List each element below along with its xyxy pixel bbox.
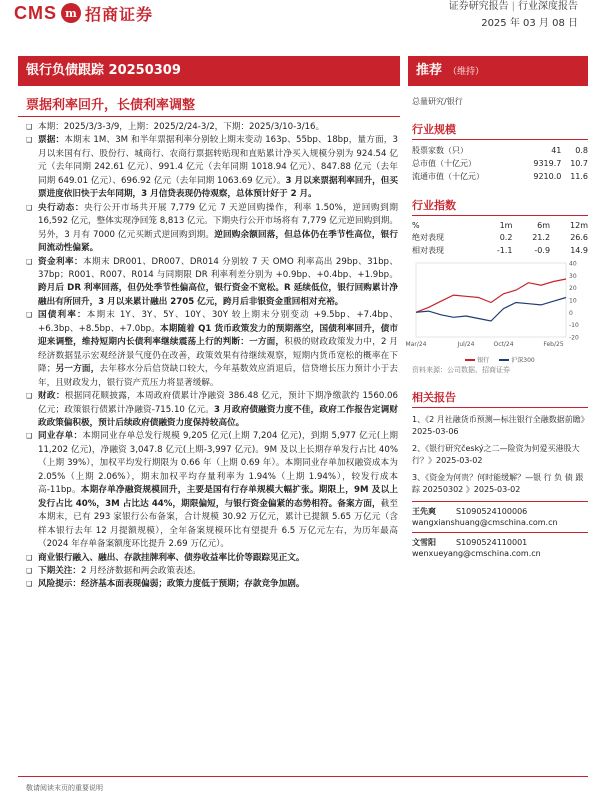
report-meta: 证券研究报告 | 行业深度报告 2025 年 03 月 08 日 (448, 1, 578, 29)
text-segment: 本期同业存单总发行规模 9,205 亿元(上期 7,204 亿元)，到期 5,977 亿元(上期 11,202 亿元)，净融资 3,047.8 亿元(上期-3,997 亿元)。9M 及以上长期存单发行占比 40%（上期 39%），加权平均发行期限为 0.66 年（上期 0.69 年）。本期同业存单加权融资成本为 2.05%（上期 2.06%），期末加权平均存量利率为 1.94%（上期 1.94%），较发行成本高-11bp。 (38, 431, 398, 496)
paragraph-text (38, 134, 398, 201)
sidebar (405, 90, 588, 559)
y-tick-label: 20 (569, 285, 577, 293)
scale-label: 总市值（十亿元） (412, 159, 476, 168)
chart-source: 资料来源：公司数据、招商证券 (412, 366, 510, 374)
x-tick-label: Jul/24 (457, 341, 475, 348)
rating-label: 推荐 (416, 63, 443, 78)
section-title-related: 相关报告 (412, 389, 588, 408)
analyst-cert: S1090524110001 (456, 538, 528, 547)
summary-paragraph (26, 430, 398, 551)
text-segment: 同业存单： (38, 431, 83, 442)
related-report-link[interactable]: 1、《2 月社融货币预测—标注银行全融数据前瞻》2025-03-06 (412, 415, 585, 436)
x-tick-label: Feb/25 (543, 341, 564, 348)
rating-sub: （维持） (448, 67, 485, 77)
bullet-icon: ❑ (26, 392, 33, 401)
text-segment: 2 月经济数据和两会政策表述。 (80, 565, 201, 576)
scale-table (412, 144, 588, 183)
plot-frame (416, 263, 566, 337)
scale-row (412, 170, 588, 183)
analyst-email[interactable]: wangxianshuang@cmschina.com.cn (412, 518, 558, 527)
subtitle-divider (18, 116, 400, 117)
related-reports-list (412, 414, 588, 495)
index-value: 26.6 (570, 233, 588, 242)
index-value: -0.9 (534, 246, 551, 255)
index-value: 14.9 (570, 246, 588, 255)
index-row (412, 231, 588, 244)
bullet-icon: ❑ (26, 553, 33, 562)
scale-value: 9319.7 (533, 159, 562, 168)
paragraph-text (38, 430, 398, 551)
scale-row (412, 157, 588, 170)
paragraph-text (38, 565, 398, 578)
text-segment: 积极的财政政策发力中，2 月经济数据显示宏观经济景气度仍在改善，政策效果有待继续观察，短期内货币宽松的概率在下降； (38, 337, 398, 375)
bullet-icon: ❑ (26, 432, 33, 441)
related-report-link[interactable]: 3、《资金为何贵？何时能缓解？—银 行 负 债 跟 踪 20250302 》2025-03-02 (412, 473, 584, 494)
summary-paragraph (26, 565, 398, 578)
scale-row (412, 144, 588, 157)
text-segment: 本期：2025/3/3-3/9，上期：2025/2/24-3/2，下期：2025/3/10-3/16。 (38, 122, 325, 132)
index-header-row (412, 220, 588, 231)
y-tick-label: 10 (569, 297, 577, 305)
bullet-icon: ❑ (26, 123, 33, 131)
analyst-row (412, 537, 588, 548)
x-tick-label: Oct/24 (493, 341, 514, 348)
y-tick-label: -20 (569, 334, 579, 342)
text-segment: 本期存单净融资规模回升，主要是国有行存单规模大幅扩张。期限上，9M 及以上发行占比 40%，3M 占比达 44%，期限偏短，与银行资金偏紧的态势相符。备案方面， (38, 485, 398, 509)
index-value: 21.2 (532, 233, 551, 242)
y-tick-label: -10 (569, 322, 579, 330)
text-segment: 国债利率： (38, 310, 87, 321)
text-segment: 商业银行融入、融出、存款挂牌利率、债券收益率比价等跟踪见正文。 (38, 552, 305, 563)
rating-bar (408, 56, 588, 86)
company-logo (14, 2, 153, 24)
paragraph-text (38, 202, 398, 256)
analyst-divider (412, 532, 588, 533)
related-report-link[interactable]: 2、《银行研究český之二—险资为何爱买港股大行？》2025-03-02 (412, 444, 580, 465)
paragraph-text (38, 390, 398, 430)
footer-note: 敬请阅读末页的重要说明 (26, 784, 103, 792)
summary-paragraph (26, 390, 398, 430)
text-segment: 下期关注： (38, 565, 81, 576)
summary-paragraph (26, 121, 398, 134)
section-title-index: 行业指数 (412, 197, 588, 216)
bullet-icon: ❑ (26, 580, 33, 589)
section-title-scale: 行业规模 (412, 121, 588, 140)
scale-label: 股票家数（只） (412, 146, 468, 155)
analyst-list (412, 501, 588, 559)
index-col-header: 6m (537, 221, 551, 230)
legend-label: 沪深300 (511, 357, 535, 364)
legend-swatch (499, 359, 509, 361)
logo-mark-icon: m (61, 3, 81, 23)
text-segment: 央行动态： (38, 202, 85, 213)
text-segment: 经济基本面表现偏弱；政策力度低于预期；存款竞争加剧。 (80, 579, 305, 590)
text-segment: 财政： (38, 391, 65, 402)
index-table (412, 220, 588, 257)
index-col-header: 1m (499, 221, 513, 230)
text-segment: 另一方面， (55, 364, 100, 375)
bullet-icon: ❑ (26, 311, 33, 320)
report-title: 银行负债跟踪 20250309 (18, 56, 400, 86)
analyst-divider (412, 501, 588, 502)
paragraph-text (38, 121, 398, 134)
chart-legend (412, 355, 588, 364)
index-value: 0.2 (499, 233, 513, 242)
index-value: -1.1 (496, 246, 513, 255)
index-row (412, 244, 588, 257)
y-tick-label: 0 (569, 309, 573, 317)
bullet-icon: ❑ (26, 257, 33, 266)
scale-share: 0.8 (575, 146, 588, 155)
legend-swatch (465, 359, 475, 361)
legend-item (465, 355, 489, 364)
report-date: 2025 年 03 月 08 日 (481, 18, 578, 29)
summary-body (26, 121, 398, 592)
page-header (0, 0, 600, 44)
index-col-header: 12m (570, 221, 588, 230)
paragraph-text (38, 309, 398, 390)
summary-paragraph (26, 578, 398, 591)
analyst-name: 王先爽 (412, 507, 436, 516)
report-category: 行业深度报告 (518, 1, 578, 12)
paragraph-text (38, 552, 398, 565)
scale-label: 流通市值（十亿元） (412, 172, 484, 181)
text-segment: 本期末 1Y、3Y、5Y、10Y、30Y 较上期末分别变动 +9.5bp、+7.4bp、+6.3bp、+8.5bp、+7.0bp。 (38, 310, 398, 334)
paragraph-text (38, 256, 398, 310)
summary-paragraph (26, 134, 398, 201)
text-segment: 跨月后 DR 利率回落，但仍处季节性偏高位，银行资金不宽松。R 延续低位，银行回购累计净融出有所回升，3 月以来累计融出 2705 亿元，跨月后非银资金重回相对充裕。 (38, 283, 398, 307)
y-tick-label: 30 (569, 272, 577, 280)
series-line-bank (416, 279, 566, 312)
report-type: 证券研究报告 (448, 1, 509, 12)
text-segment: 风险提示： (38, 579, 81, 590)
summary-paragraph (26, 552, 398, 565)
logo-cn: 招商证券 (85, 4, 154, 24)
scale-value: 9210.0 (533, 172, 562, 181)
index-performance-chart (405, 257, 588, 349)
text-segment: 截至本期末，已有 293 家银行公布备案，合计规模 30.92 万亿元，累计已提额 5.65 万亿元（含样本银行去年 12 月提额规模），全年备案规模环比有望提升 6.5 万亿元左右，为历年最高（2024 年存单备案额度环比提升 2.69 万亿元）。 (38, 498, 398, 550)
x-tick-label: Mar/24 (405, 341, 427, 348)
bullet-icon: ❑ (26, 136, 33, 145)
scale-share: 10.7 (570, 159, 588, 168)
industry-category: 总量研究/银行 (412, 97, 463, 106)
bullet-icon: ❑ (26, 203, 33, 212)
legend-label: 银行 (477, 357, 490, 364)
bullet-icon: ❑ (26, 566, 33, 575)
text-segment: 去年移水分后信贷缺口较大，今年基数效应消退后，信贷增长压力预计小于去年，且财政发力，银行资产荒压力将显著缓解。 (38, 364, 398, 388)
footer-divider (18, 776, 588, 777)
logo-text: CMS (14, 2, 57, 23)
analyst-name: 文雪阳 (412, 538, 436, 547)
scale-value: 41 (551, 146, 562, 155)
report-subtitle: 票据利率回升，长债利率调整 (26, 98, 196, 113)
text-segment: 根据同花顺披露，本周政府债累计净融资 386.48 亿元，预计下期净缴款约 1560.06 亿元；政策银行债累计净融资-715.10 亿元。 (38, 391, 398, 415)
series-line-csi300 (416, 298, 566, 322)
text-segment: 资金利率： (38, 256, 83, 267)
text-segment: 3 月以来票据利率回升，但买票进度依旧快于去年同期，3 月信贷表现仍待观察，总体预计好于 2 月。 (38, 175, 398, 200)
analyst-cert: S1090524100006 (456, 507, 528, 516)
y-tick-label: 40 (569, 260, 577, 268)
summary-paragraph (26, 202, 398, 256)
text-segment: 逆回购余额回落，但总体仍在季节性高位，银行间流动性偏紧。 (38, 229, 398, 254)
text-segment: 本期末 DR001、DR007、DR014 分别较 7 天 OMO 利率高出 29bp、31bp、37bp；R001、R007、R014 与同期限 DR 利率利差分别为 +0.9bp、+0.4bp、+1.9bp。 (38, 256, 398, 280)
summary-paragraph (26, 309, 398, 390)
text-segment: 央行公开市场共开展 7,779 亿元 7 天逆回购操作，利率 1.50%，逆回购到期 16,592 亿元，整体实现净回笼 8,813 亿元。下期央行公开市场将有 7,779 亿元逆回购到期。另外，3 月有 7000 亿元买断式逆回购到期。 (38, 202, 398, 240)
paragraph-text (38, 578, 398, 591)
text-segment: 本期末 1M、3M 和半年票据利率分别较上期末变动 163p、55bp、18bp，量方面，3 月以来国有行、股份行、城商行、农商行票据转贴现和直贴累计净买入规模分别为 924.54 亿元（去年同期 242.61 亿元）、991.4 亿元（去年同期 1018.94 亿元）、847.88 亿元（去年同期 649.01 亿元）、696.92 亿元（去年同期 1063.69 亿元）。 (38, 135, 398, 186)
analyst-row (412, 506, 588, 517)
text-segment: 3 月政府债融资力度不佳，政府工作报告定调财政政策偏积极，预计后续政府债融资力度保持较高位。 (38, 404, 398, 428)
legend-item (499, 355, 534, 364)
scale-share: 11.6 (570, 172, 588, 181)
text-segment: 本期随着 Q1 货币政策发力的预期落空，国债利率回升，债市迎来调整，维持短期内长债利率继续震荡上行的判断：一方面， (38, 323, 398, 348)
text-segment: 票据： (38, 135, 65, 146)
index-col-header: % (412, 221, 420, 230)
summary-paragraph (26, 256, 398, 310)
analyst-email[interactable]: wenxueyang@cmschina.com.cn (412, 549, 541, 558)
index-row-label: 相对表现 (412, 246, 444, 255)
index-row-label: 绝对表现 (412, 233, 444, 242)
